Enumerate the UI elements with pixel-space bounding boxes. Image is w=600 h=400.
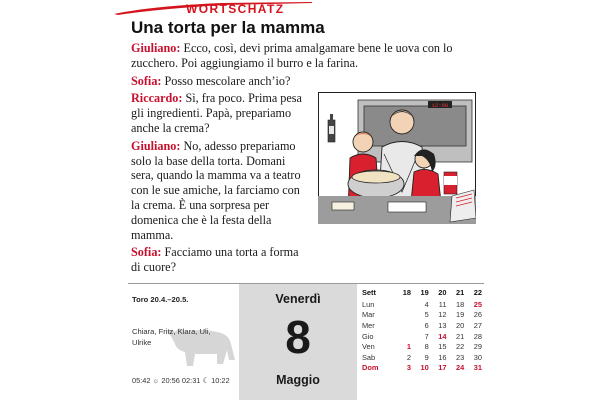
date-cell: 2 xyxy=(406,352,411,362)
week-number: 19 xyxy=(420,288,429,297)
date-panel xyxy=(239,284,357,400)
date-cell: 21 xyxy=(455,331,465,341)
date-cell: 28 xyxy=(473,331,482,341)
baking-illustration xyxy=(318,92,476,224)
date-cell: 4 xyxy=(424,299,429,309)
date-cell: 30 xyxy=(473,352,482,362)
calendar-header-row xyxy=(362,286,482,299)
day-label: Sab xyxy=(362,352,376,362)
calendar-row xyxy=(362,320,482,331)
date-cell: 23 xyxy=(455,352,465,362)
day-label: Lun xyxy=(362,299,375,309)
calendar-row xyxy=(362,352,482,363)
weekday: Venerdì xyxy=(275,292,321,306)
page-title: Una torta per la mamma xyxy=(131,18,325,37)
week-label: Sett xyxy=(362,288,376,297)
dialogue-line xyxy=(131,74,307,89)
date-cell: 24 xyxy=(455,363,465,373)
line-text: Facciamo una torta a forma di cuore? xyxy=(131,245,299,275)
day-number: 8 xyxy=(285,311,311,363)
date-cell xyxy=(393,331,411,342)
day-label: Mar xyxy=(362,310,375,320)
calendar-row-sunday xyxy=(362,363,482,374)
month-calendar xyxy=(362,286,482,373)
date-cell: 7 xyxy=(424,331,429,341)
week-number: 18 xyxy=(402,288,411,297)
dialogue-line xyxy=(131,139,307,243)
dialogue-line xyxy=(131,91,307,135)
line-text: No, adesso prepariamo solo la base della torta. Domani sera, quando la mamma va a teatro con le sue amiche, la farciamo con la crema. È una sorpresa per domenica che è la festa della mamma. xyxy=(131,138,301,242)
calendar-row xyxy=(362,331,482,342)
date-cell: 9 xyxy=(424,352,429,362)
date-cell: 6 xyxy=(424,320,429,330)
date-cell: 27 xyxy=(473,320,482,330)
name-days: Chiara, Fritz, Klara, Uli, Ulrike xyxy=(132,327,211,347)
date-cell: 5 xyxy=(424,310,429,320)
date-cell: 17 xyxy=(438,363,447,373)
week-number: 22 xyxy=(473,288,482,297)
date-cell: 20 xyxy=(455,320,465,330)
dialogue-line xyxy=(131,245,307,275)
date-cell: 31 xyxy=(473,363,482,373)
date-cell: 19 xyxy=(455,310,465,320)
day-label: Ven xyxy=(362,342,375,352)
sun-moon-times: 05:42 ☼ 20:56 02:31 ☾ 10:22 xyxy=(132,376,230,385)
speaker: Sofia: xyxy=(131,73,162,88)
date-cell: 16 xyxy=(438,352,447,362)
speaker: Giuliano: xyxy=(131,138,181,153)
date-cell: 8 xyxy=(424,342,429,352)
date-cell-holiday: 1 xyxy=(406,342,411,352)
date-cell: 10 xyxy=(420,363,429,373)
day-label: Dom xyxy=(362,363,379,373)
date-cell: 29 xyxy=(473,342,482,352)
dialogue-line xyxy=(131,41,476,71)
speaker: Riccardo: xyxy=(131,91,183,106)
date-cell xyxy=(393,310,411,321)
zodiac-sign: Toro 20.4.–20.5. xyxy=(132,295,189,304)
calendar-row xyxy=(362,341,482,352)
date-cell: 15 xyxy=(438,342,447,352)
date-cell: 11 xyxy=(438,299,447,309)
date-cell: 12 xyxy=(438,310,447,320)
date-cell: 22 xyxy=(455,342,465,352)
date-cell: 18 xyxy=(455,299,465,309)
oven-display: 12:00 xyxy=(431,102,449,109)
day-label: Gio xyxy=(362,331,374,341)
speaker: Giuliano: xyxy=(131,41,181,55)
date-cell-holiday: 25 xyxy=(473,299,482,309)
date-cell xyxy=(393,320,411,331)
week-number: 20 xyxy=(438,288,447,297)
line-text: Ecco, così, devi prima amalgamare bene le uova con lo zucchero. Poi aggiungiamo il burro e la farina. xyxy=(131,41,453,70)
calendar-row xyxy=(362,299,482,310)
date-cell: 13 xyxy=(438,320,447,330)
week-number: 21 xyxy=(455,288,465,297)
date-cell: 26 xyxy=(473,310,482,320)
info-panel xyxy=(128,284,238,400)
date-cell: 3 xyxy=(406,363,411,373)
date-cell-holiday: 14 xyxy=(438,331,447,341)
line-text: Sì, fra poco. Prima pesa gli ingredienti. Papà, prepariamo anche la crema? xyxy=(131,91,302,135)
section-label: WORTSCHATZ xyxy=(186,2,285,16)
calendar-row xyxy=(362,310,482,321)
line-text: Posso mescolare anch’io? xyxy=(164,73,291,88)
date-cell xyxy=(393,299,411,310)
month: Maggio xyxy=(276,373,320,387)
speaker: Sofia: xyxy=(131,245,162,260)
day-label: Mer xyxy=(362,320,375,330)
